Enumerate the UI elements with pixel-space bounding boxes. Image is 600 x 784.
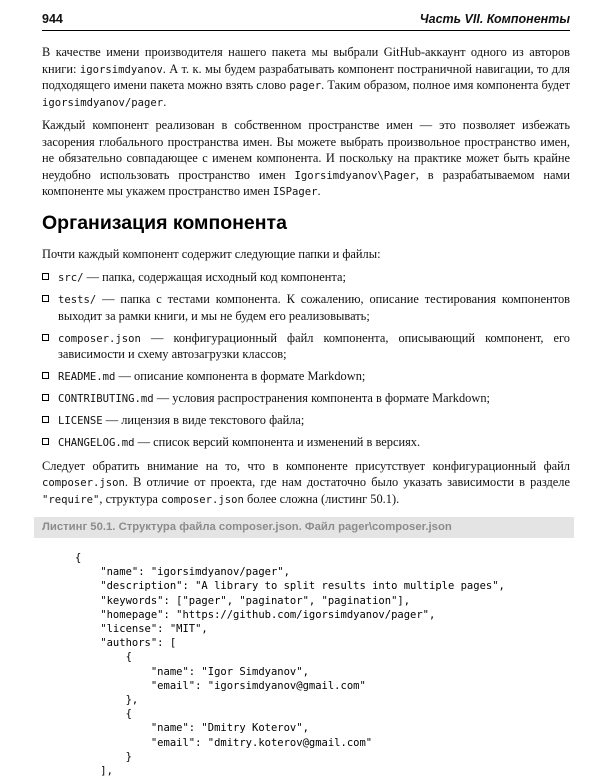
paragraph [42,44,570,110]
square-bullet-icon [42,273,49,280]
code-line: "email": "dmitry.koterov@gmail.com" [75,736,373,749]
file-list-item [42,368,570,385]
square-bullet-icon [42,295,49,302]
page-number: 944 [42,12,63,26]
inline-code: CONTRIBUTING.md [58,393,154,405]
file-list-item [42,434,570,451]
text-run: . Таким образом, полное имя компонента будет [321,78,570,92]
list-item-text [58,412,570,429]
inline-code: "require" [42,493,100,506]
code-line: "keywords": ["pager", "paginator", "pagination"], [75,594,411,607]
note-paragraph [42,458,570,508]
inline-code: composer.json [161,493,244,506]
text-run: — список версий компонента и изменений в версиях. [134,435,421,449]
list-item-text [58,368,570,385]
text-run: более сложна (листинг 50.1). [243,491,400,506]
code-line: ], [75,765,113,778]
code-line: "name": "Dmitry Koterov", [75,722,309,735]
text-run: — папка, содержащая исходный код компонента; [83,270,346,284]
file-list [42,269,570,451]
text-run: — условия распространения компонента в формате Markdown; [153,391,490,405]
list-item-text [58,269,570,286]
square-bullet-icon [42,372,49,379]
text-run: — конфигурационный файл компонента, описывающий компонент, его зависимости и схему автозагрузки классов; [58,330,570,361]
code-line: }, [75,694,139,707]
file-list-item [42,269,570,286]
text-run: В качестве имени производителя нашего пакета мы выбрали GitHub-аккаунт одного из авторов книги: [42,45,570,76]
text-run: Следует обратить внимание на то, что в компоненте присутствует конфигурационный файл [42,458,570,473]
inline-code: igorsimdyanov [79,63,163,76]
header-rule [42,30,570,31]
code-line: { [75,651,132,664]
text-run: . В отличие от проекта, где нам достаточно было указать зависимости в разделе [124,475,570,489]
code-listing [75,551,570,778]
inline-code: CHANGELOG.md [58,437,135,449]
section-title: Организация компонента [42,211,287,234]
lead-paragraph: Почти каждый компонент содержит следующие папки и файлы: [42,246,381,261]
code-line: "license": "MIT", [75,623,208,636]
inline-code: composer.json [58,332,141,345]
square-bullet-icon [42,438,49,445]
square-bullet-icon [42,394,49,401]
inline-code: composer.json [42,477,125,489]
text-run: Каждый компонент реализован в собственном пространстве имен — это позволяет избежать засорения глобального пространства имен. Вы можете выбрать произвольное пространство имен, не обязательно совпадающее с именем компонента. И поскольку на практике может быть крайне неудобно использовать пространство имен [42,118,570,182]
inline-code: pager [289,80,322,92]
inline-code: README.md [58,371,116,383]
code-line: "homepage": "https://github.com/igorsimdyanov/pager", [75,608,436,621]
text-run: — папка с тестами компонента. К сожалению, описание тестирования компонентов выходит за рамки книги, и мы не будем его реализовывать; [58,292,570,323]
code-line: { [75,552,82,564]
page-header [42,12,570,30]
file-list-item [42,390,570,407]
inline-code: LICENSE [58,415,103,427]
intro-paragraphs [42,44,570,200]
text-run: , структура [99,491,161,506]
file-list-item [42,291,570,324]
list-item-text [58,434,570,451]
listing-caption-text: Листинг 50.1. Структура файла composer.json. Файл pager\composer.json [42,521,452,533]
list-item-text [58,291,570,324]
listing-caption [34,517,574,538]
inline-code: ISPager [272,186,318,198]
text-run: — описание компонента в формате Markdown; [115,369,366,383]
inline-code: Igorsimdyanov\Pager [294,169,416,182]
square-bullet-icon [42,416,49,423]
text-run: . А т. к. мы будем разрабатывать компонент постраничной навигации, то для подходящего имени пакета можно взять слово [42,61,570,92]
code-line: { [75,708,132,721]
inline-code: tests/ [58,294,97,306]
text-run: . [317,184,321,198]
code-line: } [75,750,132,763]
code-line: "description": "A library to split results into multiple pages", [75,580,505,593]
inline-code: src/ [58,272,84,284]
code-line: "authors": [ [75,637,177,650]
paragraph [42,117,570,200]
file-list-item [42,412,570,429]
list-item-text [58,330,570,363]
list-item-text [58,390,570,407]
code-line: "name": "Igor Simdyanov", [75,665,309,678]
inline-code: igorsimdyanov/pager [42,96,164,109]
text-run: . [163,94,167,109]
text-run: — лицензия в виде текстового файла; [102,413,305,427]
code-line: "name": "igorsimdyanov/pager", [75,566,290,579]
file-list-item [42,330,570,363]
text-run: , в разрабатываемом нами компоненте мы укажем пространство имен [42,167,570,198]
chapter-title: Часть VII. Компоненты [419,12,570,26]
square-bullet-icon [42,334,49,341]
code-line: "email": "igorsimdyanov@gmail.com" [75,679,366,692]
